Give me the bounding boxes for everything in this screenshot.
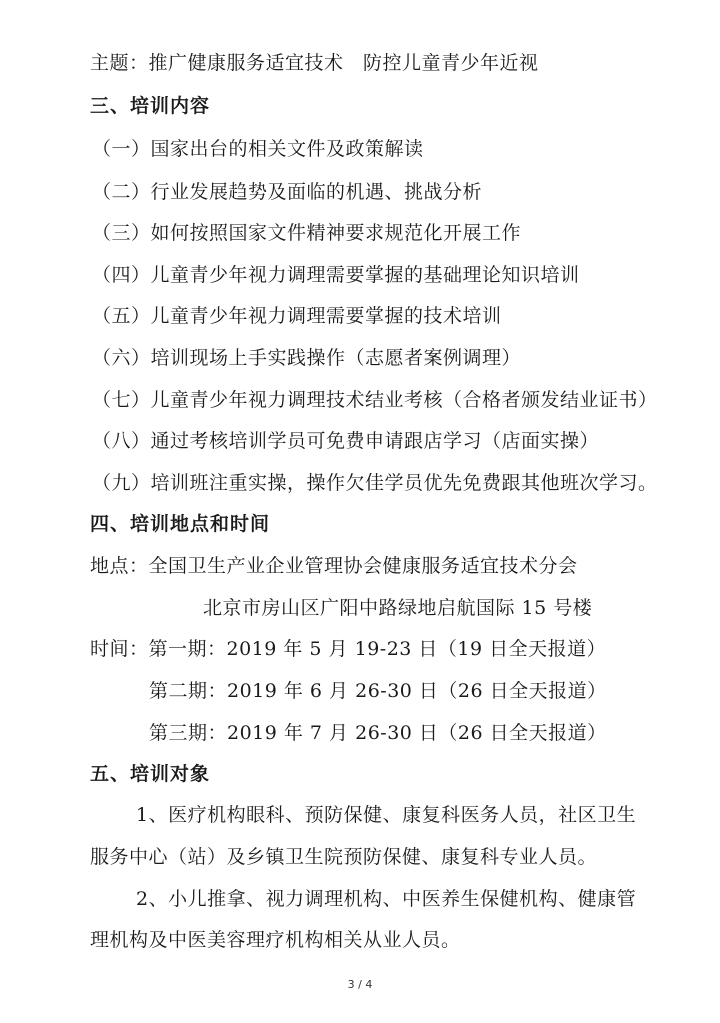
page-number: 3 / 4 [347,978,373,991]
time-line-2: 第二期：2019 年 6 月 26-30 日（26 日全天报道） [149,680,607,702]
list-item: （八）通过考核培训学员可免费申请跟店学习（店面实操） [92,430,600,452]
paragraph-line: 2、小儿推拿、视力调理机构、中医养生保健机构、健康管 [136,888,637,910]
paragraph-line: 服务中心（站）及乡镇卫生院预防保健、康复科专业人员。 [90,846,598,868]
list-item: （六）培训现场上手实践操作（志愿者案例调理） [92,347,522,369]
time-line-1: 时间：第一期：2019 年 5 月 19-23 日（19 日全天报道） [90,638,607,660]
time-line-3: 第三期：2019 年 7 月 26-30 日（26 日全天报道） [149,722,607,744]
theme-line: 主题：推广健康服务适宜技术 防控儿童青少年近视 [90,52,539,74]
list-item: （四）儿童青少年视力调理需要掌握的基础理论知识培训 [92,264,580,286]
location-line-2: 北京市房山区广阳中路绿地启航国际 15 号楼 [203,597,593,619]
paragraph-line: 理机构及中医美容理疗机构相关从业人员。 [90,929,461,951]
list-item: （二）行业发展趋势及面临的机遇、挑战分析 [92,181,483,203]
list-item: （九）培训班注重实操，操作欠佳学员优先免费跟其他班次学习。 [92,472,658,494]
section-heading-target-audience: 五、培训对象 [90,763,211,785]
list-item: （三）如何按照国家文件精神要求规范化开展工作 [92,222,522,244]
list-item: （五）儿童青少年视力调理需要掌握的技术培训 [92,305,502,327]
list-item: （一）国家出台的相关文件及政策解读 [92,138,424,160]
section-heading-training-content: 三、培训内容 [90,95,211,117]
list-item: （七）儿童青少年视力调理技术结业考核（合格者颁发结业证书） [92,389,658,411]
paragraph-line: 1、医疗机构眼科、预防保健、康复科医务人员，社区卫生 [136,804,637,826]
section-heading-location-time: 四、培训地点和时间 [90,513,271,535]
location-line-1: 地点：全国卫生产业企业管理协会健康服务适宜技术分会 [90,555,578,577]
